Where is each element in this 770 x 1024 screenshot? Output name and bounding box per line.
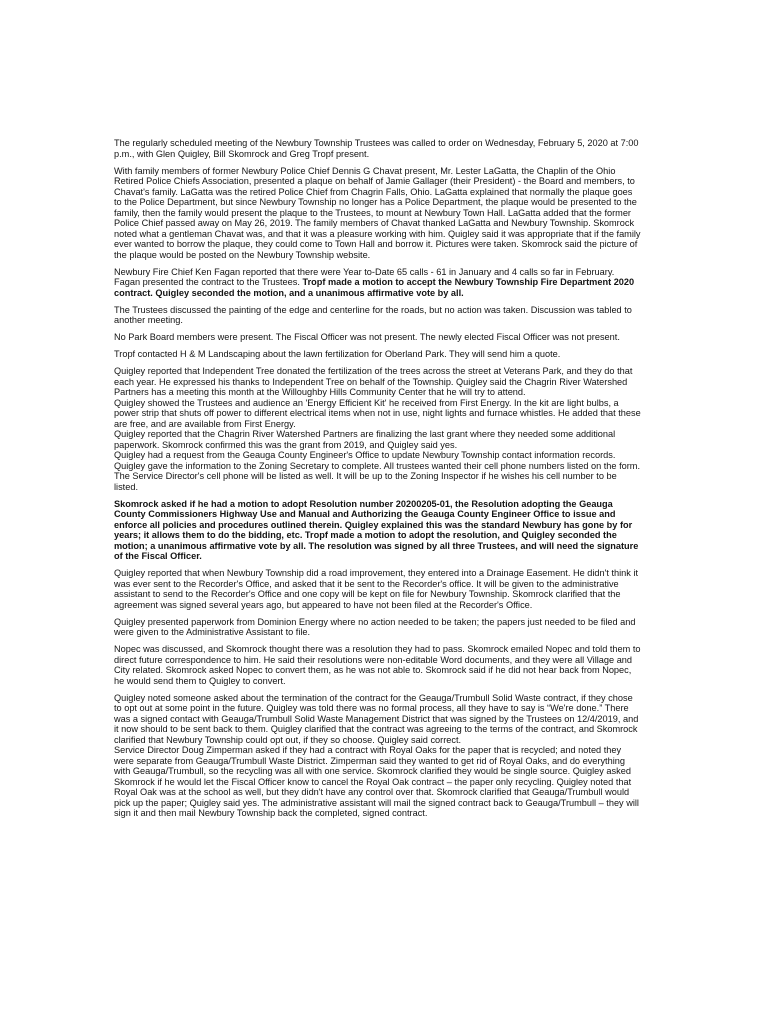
paragraph-solid-waste-contract: Quigley noted someone asked about the termination of the contract for the Geauga/Trumbull Solid Waste contract, if they chose to opt out at some point in the future. Quigley was told there was no formal process, all they have to say is “We're done.” There was a signed contact with Geauga/Trumbull Solid Waste Management District that was signed by the Trustees on 12/4/2019, and it now should to be sent back to them. Quigley clarified that the contract was agreeing to the terms of the contract, and Skomrock clarified that Newbury Township could opt out, if they so choose. Quigley said correct.	[114, 692, 639, 745]
paragraph-park-board: No Park Board members were present. The Fiscal Officer was not present. The newly elected Fiscal Officer was not present.	[114, 332, 620, 342]
fire-contract-motion: Tropf made a motion to accept the Newbury Township Fire Department 2020 contract. Quigley seconded the motion, and a unanimous affirmative vote by all.	[114, 277, 635, 298]
paragraph-dominion-energy: Quigley presented paperwork from Dominion Energy where no action needed to be taken; the papers just needed to be filed and were given to the Administrative Assistant to file.	[114, 616, 636, 637]
paragraph-lawn-fertilization: Tropf contacted H & M Landscaping about the lawn fertilization for Oberland Park. They will send him a quote.	[114, 349, 561, 359]
paragraph-nopec: Nopec was discussed, and Skomrock thought there was a resolution they had to pass. Skomrock emailed Nopec and told them to direct future correspondence to him. He said their resolutions were non-editable Word documents, and they were all Village and City related. Skomrock asked Nopec to convert them, as he was not able to. Skomrock said if he did not hear back from Nopec, he would send them to Quigley to convert.	[114, 644, 641, 686]
paragraph-plaque-presentation: With family members of former Newbury Police Chief Dennis G Chavat present, Mr. Lester LaGatta, the Chaplin of the Ohio Retired Police Chiefs Association, presented a plaque on behalf of Jamie Gallager (their President) - the Board and members, to Chavat's family. LaGatta was the retired Police Chief from Chagrin Falls, Ohio. LaGatta explained that normally the plaque goes to the Police Department, but since Newbury Township no longer has a Police Department, the plaque would be presented to the family, then the family would present the plaque to the Trustees, to mount at Newbury Town Hall. LaGatta added that the former Police Chief passed away on May 26, 2019. The family members of Chavat thanked LaGatta and Newbury Township. Skomrock noted what a gentleman Chavat was, and that it was a pleasure working with him. Quigley said it was appropriate that if the family ever wanted to borrow the plaque, they could come to Town Hall and borrow it. Pictures were taken. Skomrock said the picture of the plaque would be posted on the Newbury Township website.	[114, 165, 641, 260]
paragraph-watershed-grant: Quigley reported that the Chagrin River Watershed Partners are finalizing the last grant where they needed some additional paperwork. Skomrock confirmed this was the grant from 2019, and Quigley said yes.	[114, 429, 616, 450]
document-page	[114, 138, 642, 819]
paragraph-resolution-motion: Skomrock asked if he had a motion to adopt Resolution number 20200205-01, the Resolution adopting the Geauga County Commissioners Highway Use and Manual and Authorizing the Geauga County Engineer Office to issue and enforce all policies and procedures outlined therein. Quigley explained this was the standard Newbury has gone by for years; it allows them to do the bidding, etc. Tropf made a motion to adopt the resolution, and Quigley seconded the motion; a unanimous affirmative vote by all. The resolution was signed by all three Trustees, and will need the signature of the Fiscal Officer.	[114, 498, 639, 561]
paragraph-fire-report	[114, 267, 642, 299]
paragraph-independent-tree: Quigley reported that Independent Tree donated the fertilization of the trees across the street at Veterans Park, and they do that each year. He expressed his thanks to Independent Tree on behalf of the Township. Quigley said the Chagrin River Watershed Partners has a meeting this month at the Willoughby Hills Community Center that he will try to attend.	[114, 366, 633, 397]
paragraph-royal-oaks-recycling: Service Director Doug Zimperman asked if they had a contract with Royal Oaks for the paper that is recycled; and noted they were separate from Geauga/Trumbull Waste District. Zimperman said they wanted to get rid of Royal Oaks, and do everything with Geauga/Trumbull, so the recycling was all with one service. Skomrock clarified they would be single source. Quigley asked Skomrock if he would let the Fiscal Officer know to cancel the Royal Oak contract – the paper only recycling. Quigley noted that Royal Oak was at the school as well, but they didn't have any control over that. Skomrock clarified that Geauga/Trumbull would pick up the paper; Quigley said yes. The administrative assistant will mail the signed contract back to Geauga/Trumbull – they will sign it and then mail Newbury Township back the completed, signed contract.	[114, 745, 639, 818]
paragraph-road-painting: The Trustees discussed the painting of the edge and centerline for the roads, but no action was taken. Discussion was tabled to another meeting.	[114, 304, 632, 325]
paragraph-engineer-request: Quigley had a request from the Geauga County Engineer's Office to update Newbury Township contact information records. Quigley gave the information to the Zoning Secretary to complete. All trustees wanted their cell phone numbers listed on the form. The Service Director's cell phone will be listed as well. It will be up to the Zoning Inspector if he wishes his cell number to be listed.	[114, 450, 641, 492]
fire-report-text: Newbury Fire Chief Ken Fagan reported that there were Year to-Date 65 calls - 61 in January and 4 calls so far in February. Fagan presented the contract to the Trustees.	[114, 266, 615, 287]
paragraph-energy-kit: Quigley showed the Trustees and audience an 'Energy Efficient Kit' he received from First Energy. In the kit are light bulbs, a power strip that shuts off power to different electrical items when not in use, night lights and furnace whistles. He added that these are free, and are available from First Energy.	[114, 397, 641, 429]
paragraph-drainage-easement: Quigley reported that when Newbury Township did a road improvement, they entered into a Drainage Easement. He didn't think it was ever sent to the Recorder's Office, and asked that it be sent to the Recorder's office. It will be given to the administrative assistant to send to the Recorder's Office and one copy will be kept on file for Newbury Township. Skomrock clarified that the agreement was signed several years ago, but appeared to have not been filed at the Recorder's Office.	[114, 568, 639, 610]
paragraph-call-to-order: The regularly scheduled meeting of the Newbury Township Trustees was called to order on Wednesday, February 5, 2020 at 7:00 p.m., with Glen Quigley, Bill Skomrock and Greg Tropf present.	[114, 138, 639, 159]
